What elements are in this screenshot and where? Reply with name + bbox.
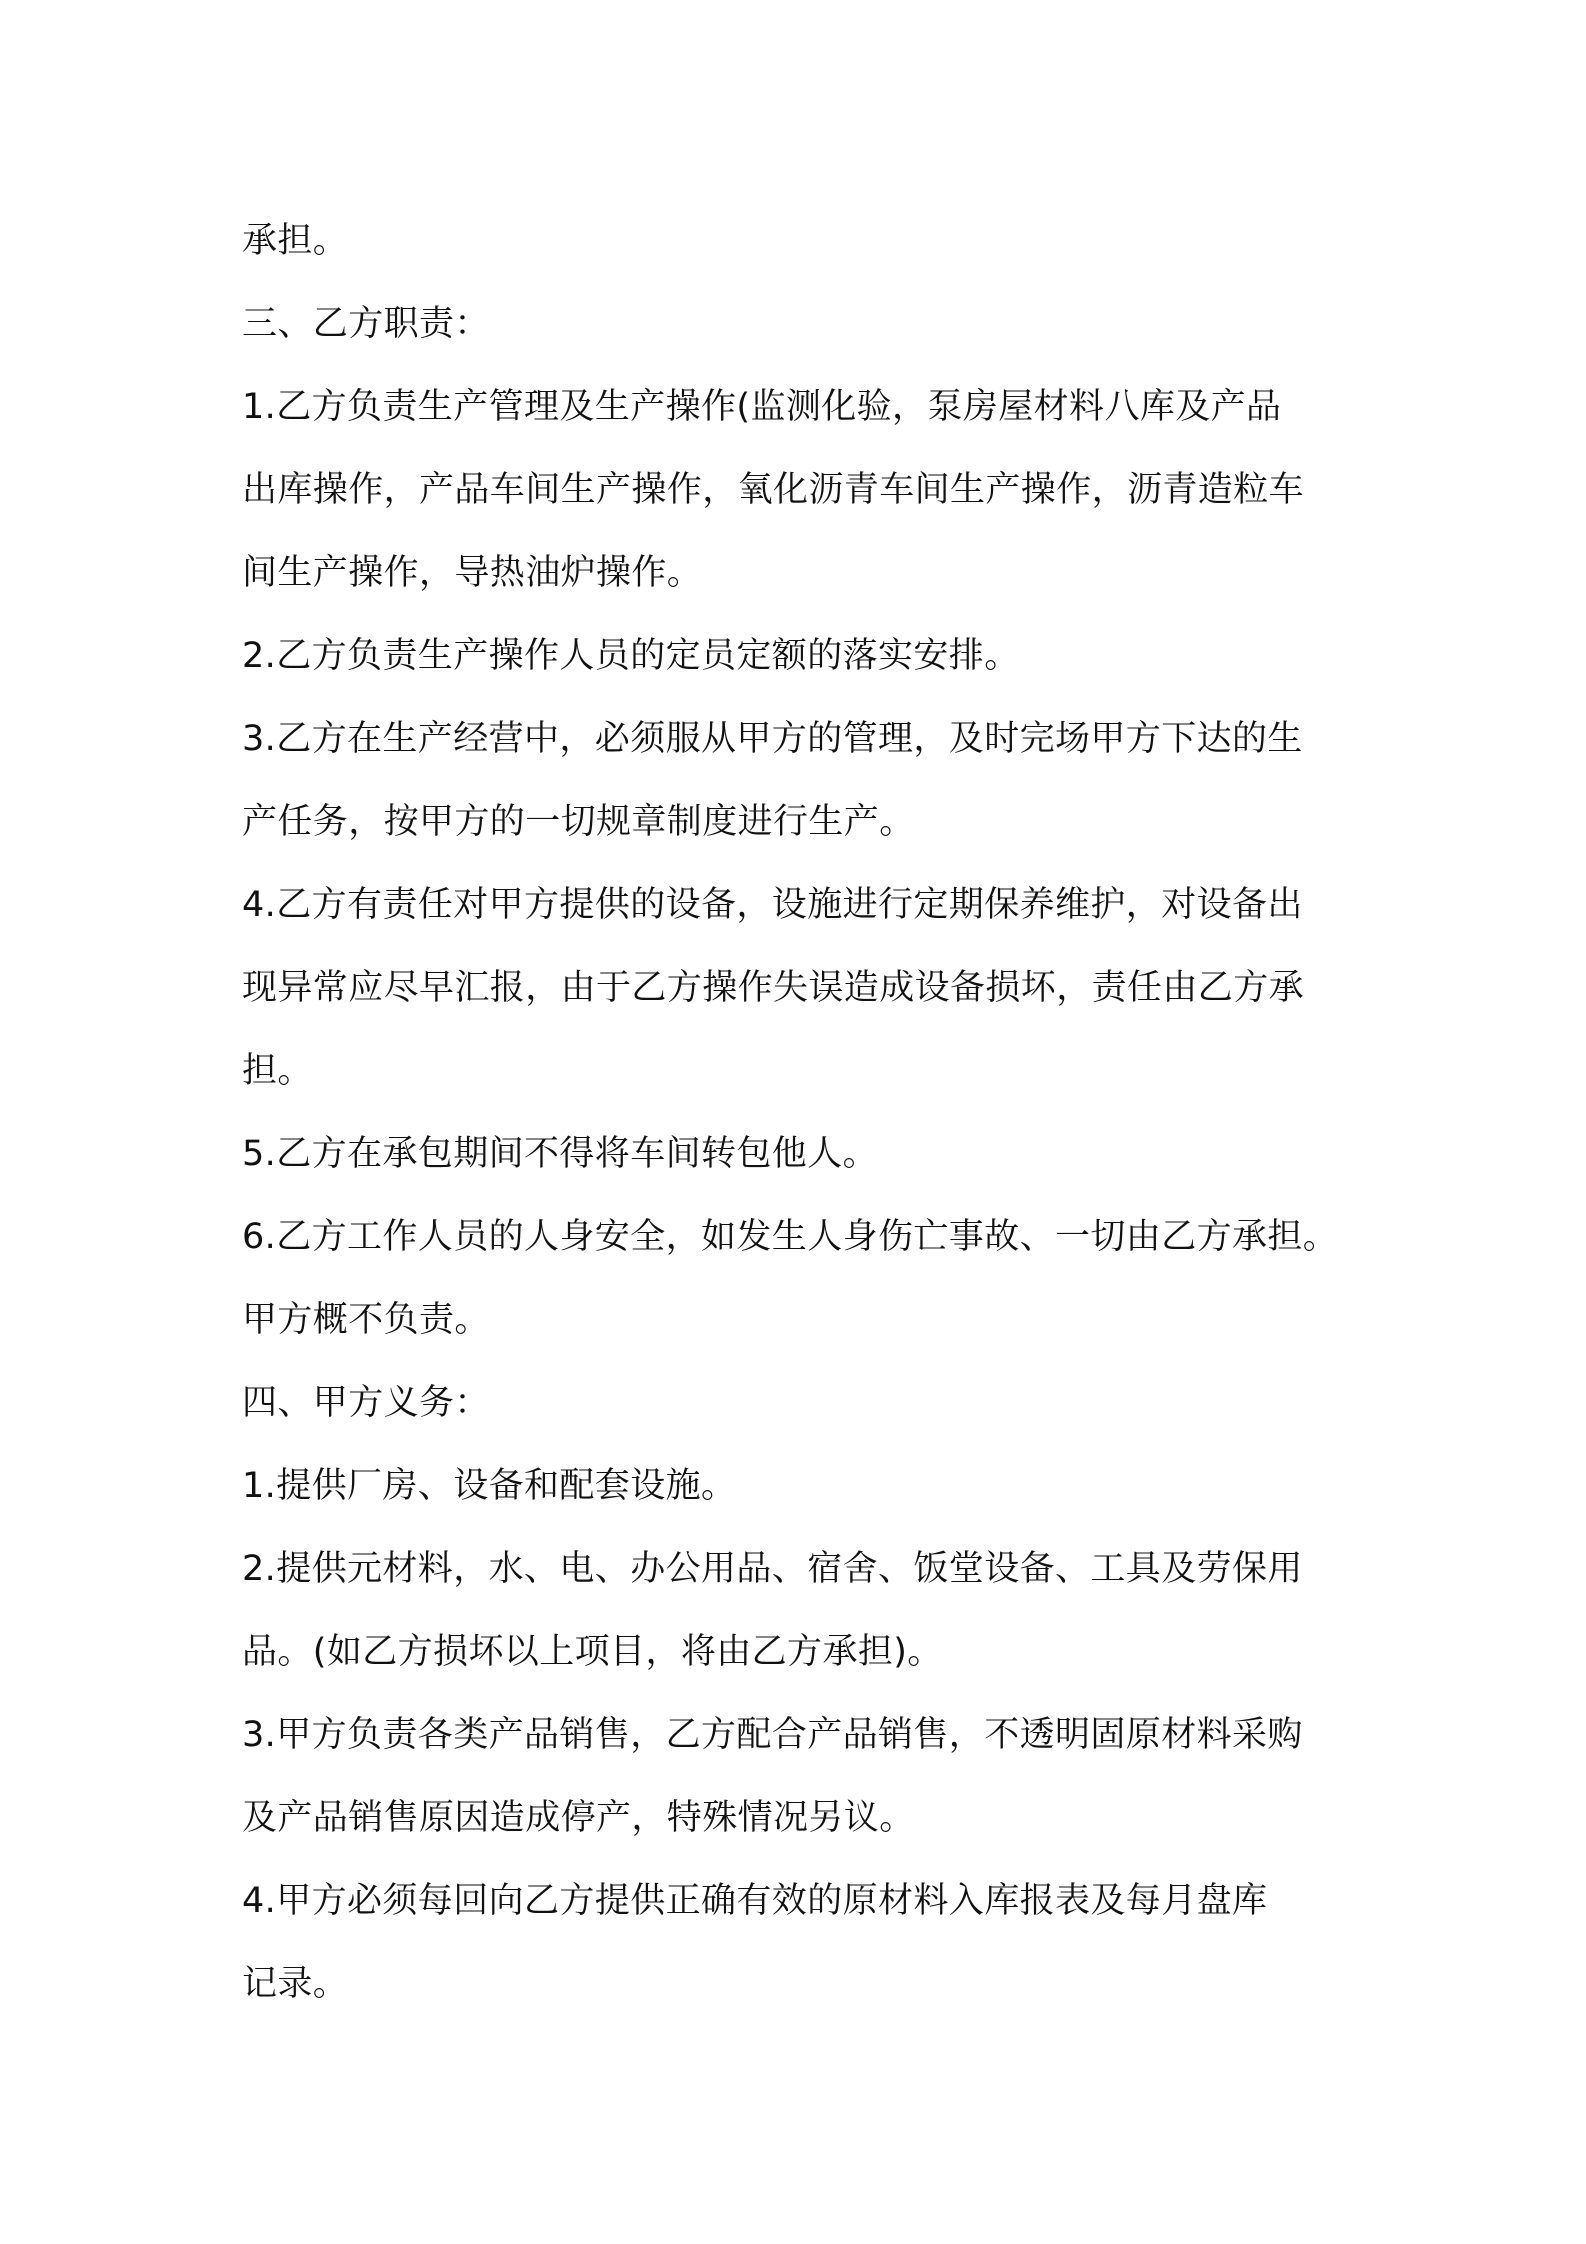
text-line: 现异常应尽早汇报，由于乙方操作失误造成设备损坏，责任由乙方承 xyxy=(242,968,1305,1008)
text-line: 1.提供厂房、设备和配套设施。 xyxy=(242,1466,737,1506)
text-line: 品。(如乙方损坏以上项目，将由乙方承担)。 xyxy=(242,1632,943,1672)
section-heading-party-b-duties: 三、乙方职责： xyxy=(242,304,490,344)
text-line: 4.甲方必须每回向乙方提供正确有效的原材料入库报表及每月盘库 xyxy=(242,1881,1268,1921)
text-line: 及产品销售原因造成停产，特殊情况另议。 xyxy=(242,1798,915,1838)
text-line: 2.提供元材料，水、电、办公用品、宿舍、饭堂设备、工具及劳保用 xyxy=(242,1549,1303,1589)
text-line: 1.乙方负责生产管理及生产操作(监测化验，泵房屋材料八库及产品 xyxy=(242,387,1282,427)
text-line: 4.乙方有责任对甲方提供的设备，设施进行定期保养维护，对设备出 xyxy=(242,885,1303,925)
text-line: 担。 xyxy=(242,1051,313,1091)
text-line: 2.乙方负责生产操作人员的定员定额的落实安排。 xyxy=(242,636,1020,676)
text-line: 3.乙方在生产经营中，必须服从甲方的管理，及时完场甲方下达的生 xyxy=(242,719,1303,759)
text-line: 6.乙方工作人员的人身安全，如发生人身伤亡事故、一切由乙方承担。 xyxy=(242,1217,1339,1257)
text-line: 产任务，按甲方的一切规章制度进行生产。 xyxy=(242,802,915,842)
document-body xyxy=(242,200,1362,2026)
text-line: 承担。 xyxy=(242,221,349,261)
text-line: 3.甲方负责各类产品销售，乙方配合产品销售，不透明固原材料采购 xyxy=(242,1715,1303,1755)
text-line: 5.乙方在承包期间不得将车间转包他人。 xyxy=(242,1134,878,1174)
text-line: 记录。 xyxy=(242,1964,349,2004)
text-line: 出库操作，产品车间生产操作，氧化沥青车间生产操作，沥青造粒车 xyxy=(242,470,1305,510)
section-heading-party-a-obligations: 四、甲方义务： xyxy=(242,1383,490,1423)
text-line: 甲方概不负责。 xyxy=(242,1300,490,1340)
text-line: 间生产操作，导热油炉操作。 xyxy=(242,553,703,593)
